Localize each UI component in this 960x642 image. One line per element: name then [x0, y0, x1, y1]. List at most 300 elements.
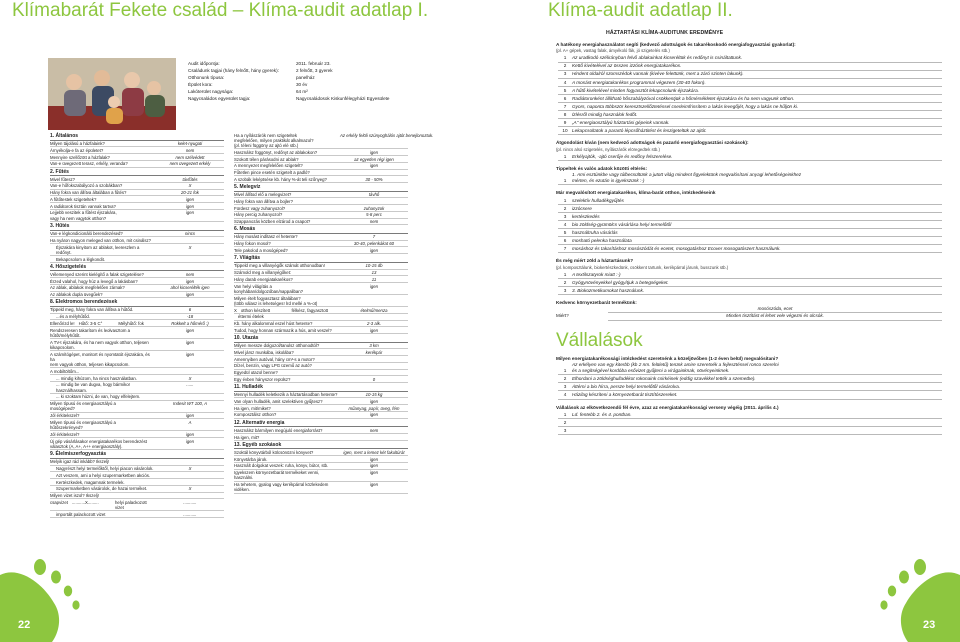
question-text: Milyen típusú és energiaosztályú a hűtőszekrényed? — [50, 419, 116, 431]
footprint-icon — [874, 555, 960, 642]
list-item — [558, 411, 942, 419]
list-text: Áttérni a bio hírra, persze helyi termelőtől vásárolva. — [572, 384, 681, 390]
answer-value: zuhanyzok — [363, 205, 385, 211]
question-text: Mennyire szellőzött a házfalak? — [50, 154, 110, 160]
info-value: 64 m² — [296, 88, 308, 94]
question-row — [234, 149, 408, 156]
info-label: Lakóterület nagysága: — [188, 88, 234, 94]
question-text: Tippeld meg a villanyégők számát otthonodban! — [234, 263, 325, 269]
answer-value: ........... — [183, 511, 197, 517]
list-text: Lekapcsoltatok a parartó lépcsőháztitést és leszigeteltük az ajtót. — [572, 128, 707, 134]
list-item — [558, 111, 942, 119]
answer-value: az egyetlen régi igen — [354, 156, 394, 162]
list-number: 7 — [563, 246, 567, 252]
question-row — [50, 351, 224, 368]
question-text: Hány fokon mosol? — [234, 241, 271, 247]
info-value: panelház — [296, 74, 315, 80]
answer-value: X — [188, 466, 192, 472]
list-text: izzócsere — [572, 205, 592, 211]
question-text: Árnyékolja-e fa az épületet? — [50, 147, 104, 153]
section-title: Már megvalósított energiatakarékos, klíma-barát otthon, intézkedéseink — [556, 190, 716, 196]
answer-value: X — [188, 183, 192, 189]
question-row — [50, 285, 224, 292]
question-part: X — [234, 307, 237, 313]
list-item — [558, 63, 942, 71]
numbered-list — [556, 362, 942, 400]
info-label: Családunk tagjai (hány felnőtt, hány gyerek): — [188, 67, 279, 73]
question-part: helyi palackozott vizet — [114, 499, 147, 511]
question-text — [234, 308, 340, 313]
question-row — [50, 511, 224, 518]
question-row — [234, 241, 408, 248]
list-item — [558, 119, 942, 127]
answer-value: igen — [185, 351, 195, 357]
question-row — [234, 470, 408, 482]
section-heading: 10. Utazás — [234, 335, 408, 343]
list-number: 1 — [563, 55, 567, 61]
answer-value: kelet-nyugati — [177, 141, 203, 147]
answer-value: nem üvegezett erkély — [169, 161, 211, 167]
question-text: Számold meg a villanyégőket: — [234, 270, 292, 276]
list-text: A hűtő kivételével minden fogyasztót lekapcsolunk éjszakára. — [572, 87, 699, 93]
answer-value: 7 — [372, 234, 376, 240]
list-number: 1 — [563, 153, 567, 159]
question-row — [50, 419, 224, 431]
list-text: mosáshoz és takarításhoz mosószódát és ecetet, mosogatáshoz Ecover mosogatószert használunk. — [572, 246, 781, 252]
answer-value: igen — [369, 283, 379, 289]
list-item — [558, 287, 942, 295]
question-row — [234, 234, 408, 241]
list-number: 8 — [563, 111, 567, 117]
list-text: szelektív hulladékgyűjtés — [572, 197, 624, 203]
pledges-title: Vállalások — [556, 329, 643, 351]
list-number: 1 — [563, 197, 567, 203]
question-text: Hány fokra van állítva a bojler? — [234, 198, 293, 204]
list-text: Ízlésről mindig használok fedőt. — [572, 111, 638, 117]
list-text: Az uradkodó szélirányban felvő ablakainkat kicseréltük és redőnyt is csináltattunk. — [572, 55, 743, 61]
question-row — [50, 292, 224, 299]
section-heading: 11. Hulladék — [234, 384, 408, 392]
question-row — [234, 434, 408, 441]
list-number: 10 — [562, 128, 568, 134]
list-number: 2 — [563, 205, 567, 211]
row-label — [556, 306, 608, 313]
question-row — [234, 205, 408, 212]
section-heading: 9. Élelmiszerfogyasztás — [50, 451, 224, 459]
question-row — [234, 449, 408, 456]
section-heading: 6. Mosás — [234, 226, 408, 234]
right-page — [480, 0, 960, 642]
answer-value: 30-40, pelenkákat 60 — [353, 241, 395, 247]
list-item — [558, 172, 942, 185]
list-text: Ld. fentebb 2. és 4. pontban. — [572, 411, 632, 417]
answer-value: igen — [369, 470, 379, 476]
question-text: Tudod, hogy honnan származik a hús, amit veszel? — [234, 327, 332, 333]
question-row — [234, 321, 408, 328]
section-heading: 12. Alternatív energia — [234, 420, 408, 428]
list-item — [558, 427, 942, 435]
question-text: Milyen ételt fogyasztasz általában? (több válasz is lehetséges! Írd mellé a %-ot) — [234, 295, 318, 306]
list-text: mosható pelenka használata — [572, 238, 632, 244]
answer-value: A — [188, 419, 192, 425]
row-value: mosószóda, ecet — [608, 306, 942, 313]
list-item — [558, 127, 942, 135]
question-text: Szupermarketben vásárolok, de hazai terméket. — [56, 486, 148, 492]
question-row — [50, 375, 224, 382]
right-page-title: Klíma-audit adatlap II. — [548, 0, 733, 21]
answer-value: nem szélvédett — [175, 154, 205, 160]
question-row — [234, 198, 408, 205]
section-hint: (pl. A+ gépek, vastag falak, ámyékoló fák, jó szigetelés stb.) — [556, 48, 670, 54]
section-title: Milyen energiatakarékossági intézkedést szeretnénk a közeljövőben (1-2 éven belül) megvalósítani? — [556, 355, 779, 361]
section-heading: 3. Hűtés — [50, 223, 224, 231]
question-text: Rendszeresen takarítom és leolvasztom a hűtőt/mélyhűtőt. — [50, 327, 131, 338]
question-text: A mobiltöltőm... — [50, 368, 80, 374]
row-value: Minden tisztítást el lehet vele végezni és olcsók. — [608, 313, 942, 320]
question-text: Komposztálsz otthon? — [234, 412, 277, 418]
list-text: Házilag készíteni a környezetbarát tisztítószereket. — [572, 392, 678, 398]
question-text: Vélemenyed szerint kielégítő a falak szigetelése? — [50, 271, 144, 277]
answer-value: igen — [185, 292, 195, 298]
question-row — [234, 314, 408, 321]
question-row — [234, 363, 408, 370]
answer-value: 13 — [371, 270, 377, 276]
family-info — [188, 61, 389, 103]
section-heading: 13. Egyéb szokások — [234, 442, 408, 450]
question-row — [234, 212, 408, 219]
answer-value: 6 — [188, 307, 192, 313]
question-row — [234, 163, 408, 170]
answer-value: ahol kicserélték igen — [170, 285, 210, 291]
list-text: Gyors, naponta többször keresztszellőztetéssel cserleimfrissítem a lakás levegőjét, hogy a lakás ne hűljön ki. — [572, 103, 799, 109]
row-label: Miért? — [556, 313, 569, 319]
list-text: Hindent oldalról szomszédok vannak (kivéve felettünk, mert a záró szinten lakunk). — [572, 71, 744, 77]
question-part: Hűtő: 3-5 C° — [78, 320, 103, 326]
question-text: Éjszakára kinyitom az ablakot, leereszlem a redőnyt. — [56, 244, 140, 255]
question-text: Amennyiben autóval, hány cm³-s a motor? — [234, 356, 315, 362]
answer-value: 5-8 perc — [366, 212, 382, 218]
answer-value: nem — [369, 219, 379, 225]
question-row — [234, 405, 408, 412]
question-text: Hány percig zuhanyozol? — [234, 212, 283, 218]
answer-value: igen — [185, 413, 195, 419]
question-text: Könyvtárba járok. — [234, 456, 268, 462]
question-text: Az ablakok dupla üvegűek? — [50, 292, 103, 298]
list-text: 1. Ami esztúnkbe vagy túlbecsültünk a jutott világ mindent figyelektünk megvalósítani anyagi lehetőségeinkhez mérten, és ezután is igyekszünk :-) — [572, 172, 802, 184]
section-hint: (pl. komposztálunk, biokertészkedünk, csökkent tartunk, kerékpárral járunk, busszunk stb.) — [556, 264, 729, 270]
list-item — [558, 79, 942, 87]
question-text: Ha igen, mit? — [234, 434, 260, 440]
list-number: 1 — [563, 271, 567, 277]
question-text: A TV-t éjszakára, és ha nem vagyok otthon, teljesen kikapcsolom. — [50, 339, 149, 350]
answer-value: X — [188, 375, 192, 381]
answer-value: nem — [369, 427, 379, 433]
answer-value: 30 - 50% — [365, 176, 383, 182]
question-row — [234, 132, 434, 149]
answer-value: igen — [369, 327, 379, 333]
question-text: Használt dolgokat veszek: ruha, könyv, bútor, stb. — [234, 463, 329, 469]
answer-value: igen — [185, 327, 195, 333]
question-row — [50, 307, 224, 314]
section-title: Vállalások az elkövetkezendő fél évre, azaz az energiatakarékossági verseny végéig (2011. április 4.) — [556, 404, 779, 410]
question-row — [50, 314, 224, 321]
question-row — [234, 170, 408, 177]
question-row — [50, 203, 224, 210]
section-title: Átgondolást kíván (nem kedvező adottságok és pazarló energiafogyasztási szokások): — [556, 140, 749, 146]
question-text: Szoktál könyvtárból kölcsönözni könyvet? — [234, 449, 314, 455]
question-text: A mennyezet megfelelően szigetelt? — [234, 163, 303, 169]
question-text: Azt veszem, ami a helyi szupermarketben akciós. — [56, 472, 151, 478]
question-text: Jól érkitekszel? — [50, 413, 80, 419]
info-label: Otthonunk típusa: — [188, 74, 225, 80]
answer-value: igen — [185, 339, 195, 345]
question-text: Igyekszem környezetbarát termékeket venni, használni. — [234, 470, 320, 481]
section-heading: 4. Hőszigetelés — [50, 264, 224, 272]
list-number: 1 — [563, 368, 567, 374]
question-row — [50, 413, 224, 420]
numbered-list — [556, 197, 942, 254]
section-heading: 7. Világítás — [234, 255, 408, 263]
answer-value: Rokkelt a hőmérő :) — [171, 320, 209, 326]
numbered-list — [556, 54, 942, 135]
answer-value: X — [188, 244, 192, 250]
question-row — [50, 190, 224, 197]
question-text: Jól érkitekszel? — [50, 431, 80, 437]
question-text: A számítógépet, monitort és nyomtatót éjszakára, és ha nem vagyok otthon, teljesen kikapcsolom. — [50, 351, 150, 368]
section-title: Kedvenc környezetbarát termékünk: — [556, 300, 637, 305]
info-label: Audit időpontja: — [188, 61, 220, 66]
answer-value: igen — [369, 247, 379, 253]
list-item — [558, 205, 942, 213]
list-number: 1 — [563, 411, 567, 417]
answer-value: ételmű/menza — [360, 307, 388, 313]
section-hint: (pl. nincs alsó szigetelés, nyílászárók elöregedtek stb.) — [556, 146, 660, 152]
question-text: Lejjebb veszitek a fűtést éjszakára, vagy ha nem vagytok otthon? — [50, 210, 117, 221]
question-row — [234, 263, 408, 270]
question-row — [50, 278, 224, 285]
list-text: kertészkedés — [572, 213, 600, 219]
answer-value: 2-3 alk. — [366, 321, 382, 327]
list-number: 1 — [563, 178, 567, 184]
right-page-number: 23 — [923, 619, 936, 631]
list-text: „A" energiaosztályú háztartási gépeink vannak. — [572, 120, 670, 126]
question-row — [234, 343, 408, 350]
question-text: Mennyi hulladék keletkezik a háztartásodban hetente? — [234, 392, 338, 398]
question-row — [50, 320, 224, 327]
list-text: bio zöldség-gyümölcs vásárlása helyi termelőtől — [572, 221, 672, 227]
question-row — [50, 176, 224, 183]
answer-value: Indesit WT 100, A — [173, 401, 207, 407]
question-text — [50, 500, 156, 511]
question-row — [234, 219, 408, 226]
question-row — [50, 466, 224, 473]
list-number: 3 — [563, 384, 567, 390]
question-part — [290, 314, 338, 319]
question-row — [234, 176, 408, 183]
question-text: Kertészkedek, magamnak termelek. — [56, 479, 125, 485]
question-row — [50, 431, 224, 438]
question-text: Milyen messze dolgozol/tanulsz otthonodtól? — [234, 343, 320, 349]
list-number: 2 — [563, 376, 567, 382]
answer-value: 10-15 kg — [365, 392, 383, 398]
question-text: Ha tehetem, gyalog vagy kerékpárral közlekedem vidéken. — [234, 482, 329, 493]
left-page-title: Klímabarát Fekete család – Klíma-audit adatlap I. — [12, 0, 429, 21]
results-header: HÁZTARTÁSI KLÍMA-AUDITUNK EREDMÉNYE — [606, 30, 724, 36]
question-text: Az ablak, ablakok megfelelően zárnak? — [50, 285, 125, 291]
question-text: Használsz függönyt, redőnyt az ablakokon? — [234, 149, 318, 155]
answer-value: igen — [369, 463, 379, 469]
question-text: Hány fokra van állítva általában a fűtés? — [50, 190, 127, 196]
question-text: Ha nyáron nagyon meleged van otthon, mit csinálsz? — [50, 237, 152, 243]
question-text: Van-e légkondicionáló berendezésed? — [50, 231, 123, 237]
list-text: Radiátoronként állítható hőszabályzóval csökkentjük a hőmérsékletet éjszakára és ha nem vagyunk otthon. — [572, 95, 795, 101]
question-row — [50, 493, 224, 500]
question-text: Hány mosást indítasz el hetente? — [234, 234, 298, 240]
list-number: 2 — [563, 279, 567, 285]
question-text — [234, 314, 340, 319]
answer-value: ........... — [183, 499, 197, 505]
question-text: Melyik igaz rád inkább? Ikszelj! — [50, 459, 110, 465]
question-row — [50, 438, 224, 450]
info-value: 30 év — [296, 81, 308, 87]
list-item — [558, 245, 942, 253]
question-text: Fűtetlen pince esetén szigetelt a padló? — [234, 170, 310, 175]
question-text: Kb. hány alkalommal eszel húst hetente? — [234, 321, 313, 327]
list-number: 2 — [563, 63, 567, 69]
info-label: Nagycsaládos egyesület tagja: — [188, 95, 251, 101]
question-row — [234, 247, 408, 254]
list-number: 7 — [563, 103, 567, 109]
question-text: Van-e hőfokszabályozó a szobákban? — [50, 183, 123, 189]
question-row — [234, 327, 408, 334]
question-row — [50, 196, 224, 203]
question-text: Mivel állítod elő a melegvizet? — [234, 192, 292, 198]
list-item — [558, 271, 942, 279]
question-text: importált palackozott vizet — [56, 511, 106, 517]
list-item — [558, 237, 942, 245]
question-row — [50, 339, 224, 351]
question-row — [234, 427, 408, 434]
answer-value: igen — [185, 210, 195, 216]
favourite-why-row — [556, 313, 942, 320]
answer-value: igen — [369, 163, 379, 169]
list-text: 3. Biokozmetikumokat használunk. — [572, 287, 645, 293]
question-text: Érzed valahol, hogy húz a levegő a lakásban? — [50, 278, 138, 284]
list-item — [558, 87, 942, 95]
list-item — [558, 213, 942, 221]
audit-column-a — [50, 132, 224, 518]
question-row — [234, 276, 408, 283]
question-text: Van-e üvegezett terasz, erkély, veranda? — [50, 161, 128, 167]
question-text: ...és a mélyhűtőd. — [56, 314, 90, 320]
list-item — [558, 54, 942, 62]
question-row — [234, 270, 408, 277]
question-row — [50, 472, 224, 479]
answer-value: igen — [185, 438, 195, 444]
answer-value: igen — [369, 412, 379, 418]
footprint-icon — [0, 555, 86, 642]
question-row — [234, 376, 408, 383]
question-row — [50, 459, 224, 466]
list-number: 9 — [563, 120, 567, 126]
question-text: Bekapcsolom a légkondit. — [56, 256, 105, 262]
section-title: A hatékony energiahasználatot segíti (kedvező adottságok és takarékoskodó energiafogyasztási gyakorlat): — [556, 42, 796, 47]
info-value: 2 felnőtt, 3 gyerek — [296, 67, 333, 73]
question-row — [234, 482, 408, 494]
list-number: 2 — [563, 419, 567, 425]
question-text: Ha a nyílászárók nem szigeteltek megfelelően, milyen praktikát alkalmazol? (pl. téleni függöny az ajtó elé stb.) — [234, 132, 314, 148]
answer-value: 0 — [372, 376, 376, 382]
question-row — [234, 307, 408, 314]
info-value: 2011. február 23. — [296, 61, 331, 66]
question-row — [50, 256, 224, 263]
answer-value: 11 — [371, 276, 377, 282]
answer-value: műanyag, papír, üveg, fém — [348, 405, 400, 411]
question-row — [234, 456, 408, 463]
question-part: éttermi ételek — [238, 314, 264, 320]
audit-column-b — [234, 132, 434, 494]
answer-value: Az erkély felöli szúnyoghálós ajtót benejlonoztuk. — [340, 132, 434, 138]
question-row — [50, 210, 224, 222]
list-item — [558, 221, 942, 229]
question-row — [50, 147, 224, 154]
question-row — [50, 327, 224, 339]
list-item — [558, 375, 942, 383]
list-item — [558, 197, 942, 205]
question-part: Mélyhűtő: fok — [118, 320, 144, 326]
favourite-product-row — [556, 306, 942, 313]
question-text: Dízel, benzin, vagy LPG üzemű az autó? — [234, 363, 312, 369]
left-page-number: 22 — [18, 619, 31, 631]
question-row — [50, 141, 224, 148]
question-row — [234, 295, 408, 307]
question-text: Egyedül utazol benne? — [234, 370, 278, 376]
question-text: Tele pakolod a mosógéped? — [234, 247, 288, 253]
question-text: A fűtőtestek szigeteltek? — [50, 196, 97, 202]
list-number: 6 — [563, 238, 567, 244]
list-item — [558, 362, 942, 375]
numbered-list — [556, 411, 942, 435]
answer-value: 20-21 fok — [181, 190, 199, 196]
question-text: Milyen típusú és energiaosztályú a mosógéped? — [50, 401, 116, 412]
question-text: Szokott télen párásodni az ablak? — [234, 156, 299, 162]
list-number: 5 — [563, 229, 567, 235]
question-text: Ha igen, mit/miket? — [234, 405, 271, 411]
question-text: A szobák leképtsése kb. hány %-át teli szőnyeg? — [234, 176, 327, 182]
question-text: Hány darab energiatakarékos? — [234, 276, 293, 282]
question-row — [50, 161, 224, 168]
question-row — [50, 479, 224, 486]
question-text: Nagyrészt helyi termelőktől, helyi piacon vásárolok. — [56, 466, 154, 472]
question-row — [234, 392, 408, 399]
question-part: csapvizet — [50, 499, 68, 505]
numbered-list — [556, 271, 942, 295]
answer-value: nem — [185, 147, 195, 153]
answer-value: -18 — [186, 314, 194, 320]
question-row — [234, 370, 408, 377]
list-text: Kettő kivételével az összes izzónk energiatakarékos. — [572, 63, 682, 69]
question-row — [50, 231, 224, 238]
question-text: ... mindig be van dugva, hogy bármikor használhassam. — [56, 382, 131, 393]
question-text: Milyen vizet iszol? Ikszelj! — [50, 493, 99, 499]
answer-value: távhő — [368, 192, 380, 198]
list-text: Elhordani a zöldséghulladékot rokonaink csirkéinek (eddig szavékkel tették a szemetbe). — [572, 376, 756, 382]
question-row — [234, 398, 408, 405]
question-text: Használsz bármilyen megújuló energiaforrást? — [234, 427, 323, 433]
question-row — [50, 154, 224, 161]
question-row — [50, 382, 224, 394]
question-text: Egy évben hányszor repülsz? — [234, 376, 291, 382]
